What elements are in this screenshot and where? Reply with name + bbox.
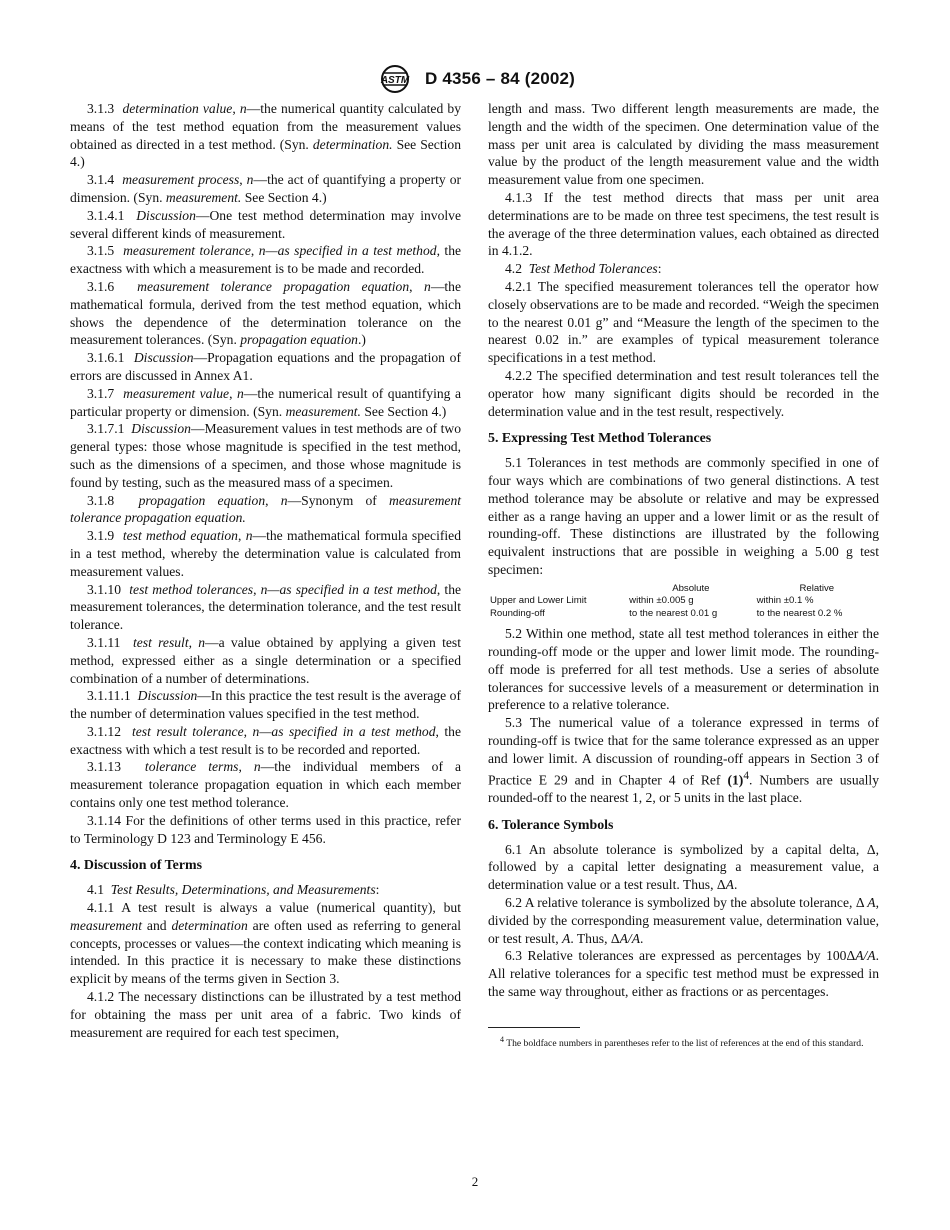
heading-section-5: 5. Expressing Test Method Tolerances [488, 431, 712, 447]
right-column [488, 100, 879, 1050]
table-cell: to the nearest 0.01 g [629, 607, 718, 619]
section-3-1-5: 3.1.5 measurement tolerance, n—as specified in a test method, the exactness with which a measurement is to be made and recorded. [70, 243, 462, 277]
section-4-1-2-continued: length and mass. Two different length measurements are made, the length and the width of the specimen. One determination value of the mass per unit area is calculated by dividing the mass measurement value by the product of the length measurement value and the width measurement value from one specimen. [488, 101, 879, 188]
table-cell: within ±0.1 % [756, 595, 814, 607]
section-3-1-6: 3.1.6 measurement tolerance propagation equation, n—the mathematical formula, derived from the test method equation, which shows the dependence of the determination tolerance on the measurement tolerances. (Syn. propagation equation.) [70, 278, 462, 348]
document-designation: D 4356 – 84 (2002) [424, 69, 576, 88]
table-cell: Rounding-off [490, 607, 545, 619]
table-header-cell [488, 583, 627, 596]
section-4-1: 4.1 Test Results, Determinations, and Measurements: [87, 882, 380, 898]
section-4-1-2: 4.1.2 The necessary distinctions can be illustrated by a test method for obtaining the mass per unit area of a fabric. Two kinds of measurement are required for each test specimen, [70, 989, 461, 1040]
footnote-4: $^4$ The boldface numbers in parentheses refer to the list of references at the end of this standard. [500, 1034, 864, 1049]
table-header-row [488, 583, 879, 596]
tolerance-table [488, 583, 879, 621]
section-3-1-11-1: 3.1.11.1 Discussion—In this practice the test result is the average of the number of determination values specified in the test method. [70, 688, 462, 722]
section-4-2-1: 4.2.1 The specified measurement tolerances tell the operator how closely observations are to be made and recorded. “Weigh the specimen to the nearest 0.01 g” and “Measure the length of the specimen to the nearest 0.02 in.” are examples of typical measurement tolerance specifications in a test method. [488, 278, 879, 366]
table-header-cell: Absolute [672, 582, 710, 594]
table-cell: within ±0.005 g [629, 595, 694, 607]
page-number: 2 [471, 1174, 479, 1189]
astm-logo-icon [375, 64, 415, 94]
section-3-1-6-1: 3.1.6.1 Discussion—Propagation equations and the propagation of errors are discussed in Annex A1. [70, 350, 461, 383]
section-3-1-4-1: 3.1.4.1 Discussion—One test method determination may involve several different kinds of measurement. [70, 207, 462, 241]
section-5-2: 5.2 Within one method, state all test method tolerances in either the rounding-off mode or the upper and lower limit mode. The rounding-off mode is preferred for all test methods. Use a series of absolute tolerances for successive levels of a measurement or determination in preference to a relative tolerance. [488, 626, 879, 713]
section-6-1: 6.1 An absolute tolerance is symbolized by a capital delta, Δ, followed by a capital letter designating a measurement value, a determination value or a test result. Thus, ΔA. [488, 841, 879, 893]
section-4-1-1: 4.1.1 A test result is always a value (numerical quantity), but measurement and determination are often used as referring to general concepts, processes or values—the context indicating which meaning is intended. In this practice it is necessary to make these distinctions explicit by means of the terms given in Section 3. [70, 900, 462, 987]
table-row [488, 608, 879, 621]
section-3-1-12: 3.1.12 test result tolerance, n—as specified in a test method, the exactness with which a test result is to be recorded and reported. [70, 723, 462, 757]
section-3-1-8: 3.1.8 propagation equation, n—Synonym of measurement tolerance propagation equation. [70, 492, 462, 526]
section-3-1-9: 3.1.9 test method equation, n—the mathematical formula specified in a test method, whereby the determination value is calculated from measurement values. [70, 528, 462, 579]
heading-section-6: 6. Tolerance Symbols [488, 817, 614, 833]
table-cell: Upper and Lower Limit [490, 595, 587, 607]
table-header-cell: Relative [799, 582, 835, 594]
section-3-1-11: 3.1.11 test result, n—a value obtained by applying a given test method, expressed either as a single determination or a specified combination of a number of determinations. [70, 634, 461, 686]
page-header [0, 64, 950, 94]
section-4-2-2: 4.2.2 The specified determination and test result tolerances tell the operator how many significant digits should be recorded in the determination value and in the test result, respectively. [488, 367, 879, 419]
section-3-1-4: 3.1.4 measurement process, n—the act of quantifying a property or dimension. (Syn. measurement. See Section 4.) [70, 172, 462, 205]
heading-section-4: 4. Discussion of Terms [70, 858, 202, 874]
section-3-1-3: 3.1.3 determination value, n—the numerical quantity calculated by means of the test method equation from the measurement values obtained as directed in a test method. (Syn. determination. See Section 4.) [70, 101, 461, 170]
section-3-1-7-1: 3.1.7.1 Discussion—Measurement values in test methods are of two general types: those whose magnitude is specified in the test method, such as the dimensions of a specimen, and those whose magnitude is found by testing, such as the measured mass of a specimen. [70, 421, 462, 490]
table-row [488, 595, 879, 608]
left-column [70, 100, 461, 1041]
section-5-3: 5.3 The numerical value of a tolerance expressed in terms of rounding-off is twice that for the same tolerance expressed as an upper and lower limit. A discussion of rounding-off appears in Section 3 of Practice E 29 and in Chapter 4 of Ref $(1)^4$. Numbers are usually rounded-off to the nearest 1, 2, or 5 units in the last place. [488, 715, 880, 805]
svg-text:ASTM: ASTM [380, 75, 410, 86]
section-6-3: 6.3 Relative tolerances are expressed as percentages by 100ΔA/A. All relative tolerances for a specific test method must be expressed in the same way throughout, either as fractions or as percentages. [488, 948, 879, 999]
table-cell: to the nearest 0.2 % [756, 607, 843, 619]
section-4-1-3: 4.1.3 If the test method directs that mass per unit area determinations are to be made on three test specimens, the test result is the average of the three determination values, each obtained as directed in 4.1.2. [488, 189, 879, 259]
section-6-2: 6.2 A relative tolerance is symbolized by the absolute tolerance, Δ A, divided by the corresponding measurement value, determination value, or test result, A. Thus, ΔA/A. [488, 894, 879, 946]
section-3-1-13: 3.1.13 tolerance terms, n—the individual members of a measurement tolerance propagation equation in which each member contains only one test method tolerance. [70, 759, 461, 811]
section-4-2: 4.2 Test Method Tolerances: [505, 261, 662, 277]
section-3-1-7: 3.1.7 measurement value, n—the numerical result of quantifying a particular property or dimension. (Syn. measurement. See Section 4.) [70, 385, 461, 419]
section-5-1: 5.1 Tolerances in test methods are commonly specified in one of four ways which are combinations of two general distinctions. A test method tolerance may be absolute or relative and may be expressed either as a range having an upper and a lower limit or as the result of rounding-off. These distinctions are illustrated by the following equivalent instructions that are possible in weighing a 5.00 g test specimen: [488, 455, 879, 577]
section-3-1-14: 3.1.14 For the definitions of other terms used in this practice, refer to Terminology D 123 and Terminology E 456. [70, 812, 461, 846]
footnote-divider [488, 1027, 580, 1028]
section-3-1-10: 3.1.10 test method tolerances, n—as specified in a test method, the measurement tolerances, the determination tolerance, and the test result tolerance. [70, 581, 462, 633]
